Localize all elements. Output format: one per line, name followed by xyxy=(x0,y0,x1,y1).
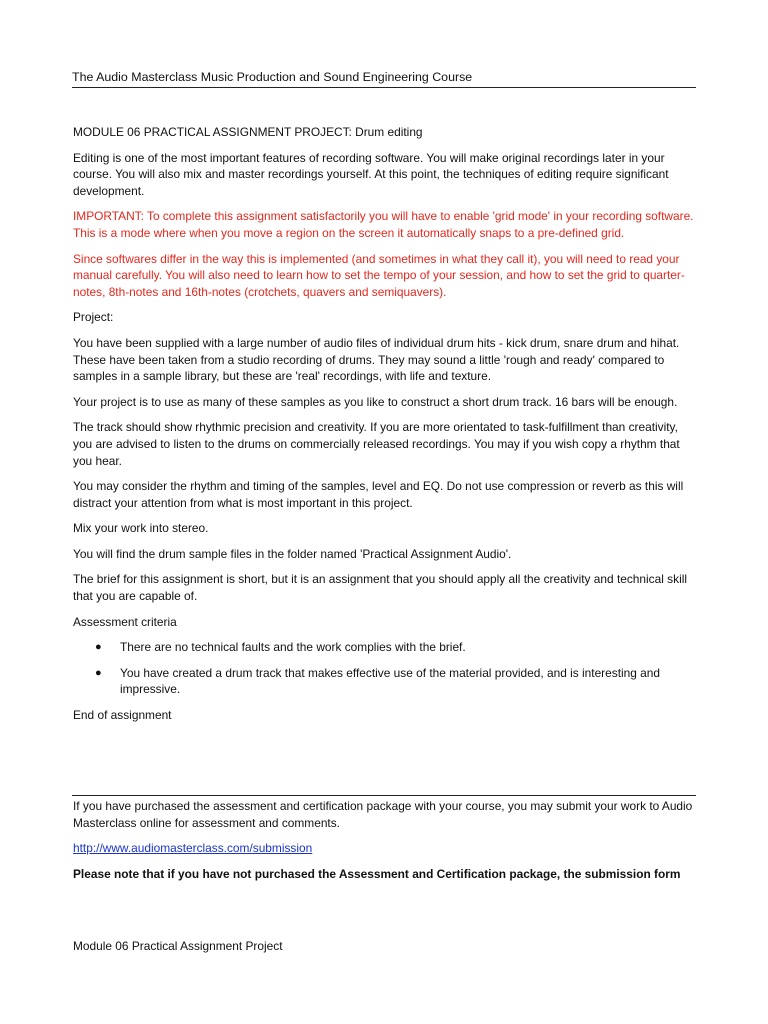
criteria-heading: Assessment criteria xyxy=(73,614,177,629)
module-title-prefix: MODULE 06 PRACTICAL ASSIGNMENT PROJECT: xyxy=(73,125,356,139)
submission-note: Please note that if you have not purchased the Assessment and Certification package, the submission form xyxy=(73,866,681,881)
supplied-paragraph: You have been supplied with a large number of audio files of individual drum hits - kick drum, snare drum and hihat. These have been taken from a studio recording of drums. They may sound a little 'rough and ready' compared to samples in a sample library, but these are 'real' recordings, with life and texture. xyxy=(73,335,680,384)
list-item xyxy=(73,639,697,656)
consider-paragraph: You may consider the rhythm and timing of the samples, level and EQ. Do not use compression or reverb as this will distract your attention from what is most important in this project. xyxy=(73,479,684,510)
criteria-item-text: There are no technical faults and the work complies with the brief. xyxy=(120,640,466,655)
softwares-paragraph: Since softwares differ in the way this is implemented (and sometimes in what they call it), you will need to read your manual carefully. You will also need to learn how to set the tempo of your session, and how to set the grid to quarter-notes, 8th-notes and 16th-notes (crotchets, quavers and semiquavers). xyxy=(73,251,685,299)
module-title xyxy=(73,124,697,141)
assignment-body xyxy=(73,124,697,733)
mix-paragraph: Mix your work into stereo. xyxy=(73,521,209,536)
list-item xyxy=(73,665,697,698)
intro-paragraph: Editing is one of the most important features of recording software. You will make original recordings later in your course. You will also mix and master recordings yourself. At this point, the techniques of editing require significant development. xyxy=(73,150,669,198)
bullet-icon: ● xyxy=(95,641,102,654)
submission-link[interactable]: http://www.audiomasterclass.com/submission xyxy=(73,841,313,856)
track-paragraph: The track should show rhythmic precision and creativity. If you are more orientated to task-fulfillment than creativity, you are advised to listen to the drums on commercially released recordings. You may if you wish copy a rhythm that you hear. xyxy=(73,420,680,468)
course-header: The Audio Masterclass Music Production and Sound Engineering Course xyxy=(72,70,696,88)
section-divider xyxy=(72,795,696,796)
brief-paragraph: The brief for this assignment is short, but it is an assignment that you should apply all the creativity and technical skill that you are capable of. xyxy=(73,572,687,604)
criteria-item-text: You have created a drum track that makes effective use of the material provided, and is interesting and impressive. xyxy=(120,665,661,697)
module-title-topic: Drum editing xyxy=(355,125,423,139)
end-of-assignment: End of assignment xyxy=(73,708,172,723)
find-paragraph: You will find the drum sample files in the folder named 'Practical Assignment Audio'. xyxy=(73,546,512,561)
submission-paragraph: If you have purchased the assessment and certification package with your course, you may submit your work to Audio Masterclass online for assessment and comments. xyxy=(73,799,693,830)
your-project-paragraph: Your project is to use as many of these samples as you like to construct a short drum track. 16 bars will be enough. xyxy=(73,394,678,409)
bullet-icon: ● xyxy=(95,666,102,679)
submission-section xyxy=(73,798,697,891)
project-heading: Project: xyxy=(73,310,114,325)
important-paragraph: IMPORTANT: To complete this assignment satisfactorily you will have to enable 'grid mode' in your recording software. This is a mode where when you move a region on the screen it automatically snaps to a pre-defined grid. xyxy=(73,209,694,240)
criteria-list xyxy=(73,639,697,698)
page-footer: Module 06 Practical Assignment Project xyxy=(73,939,283,953)
